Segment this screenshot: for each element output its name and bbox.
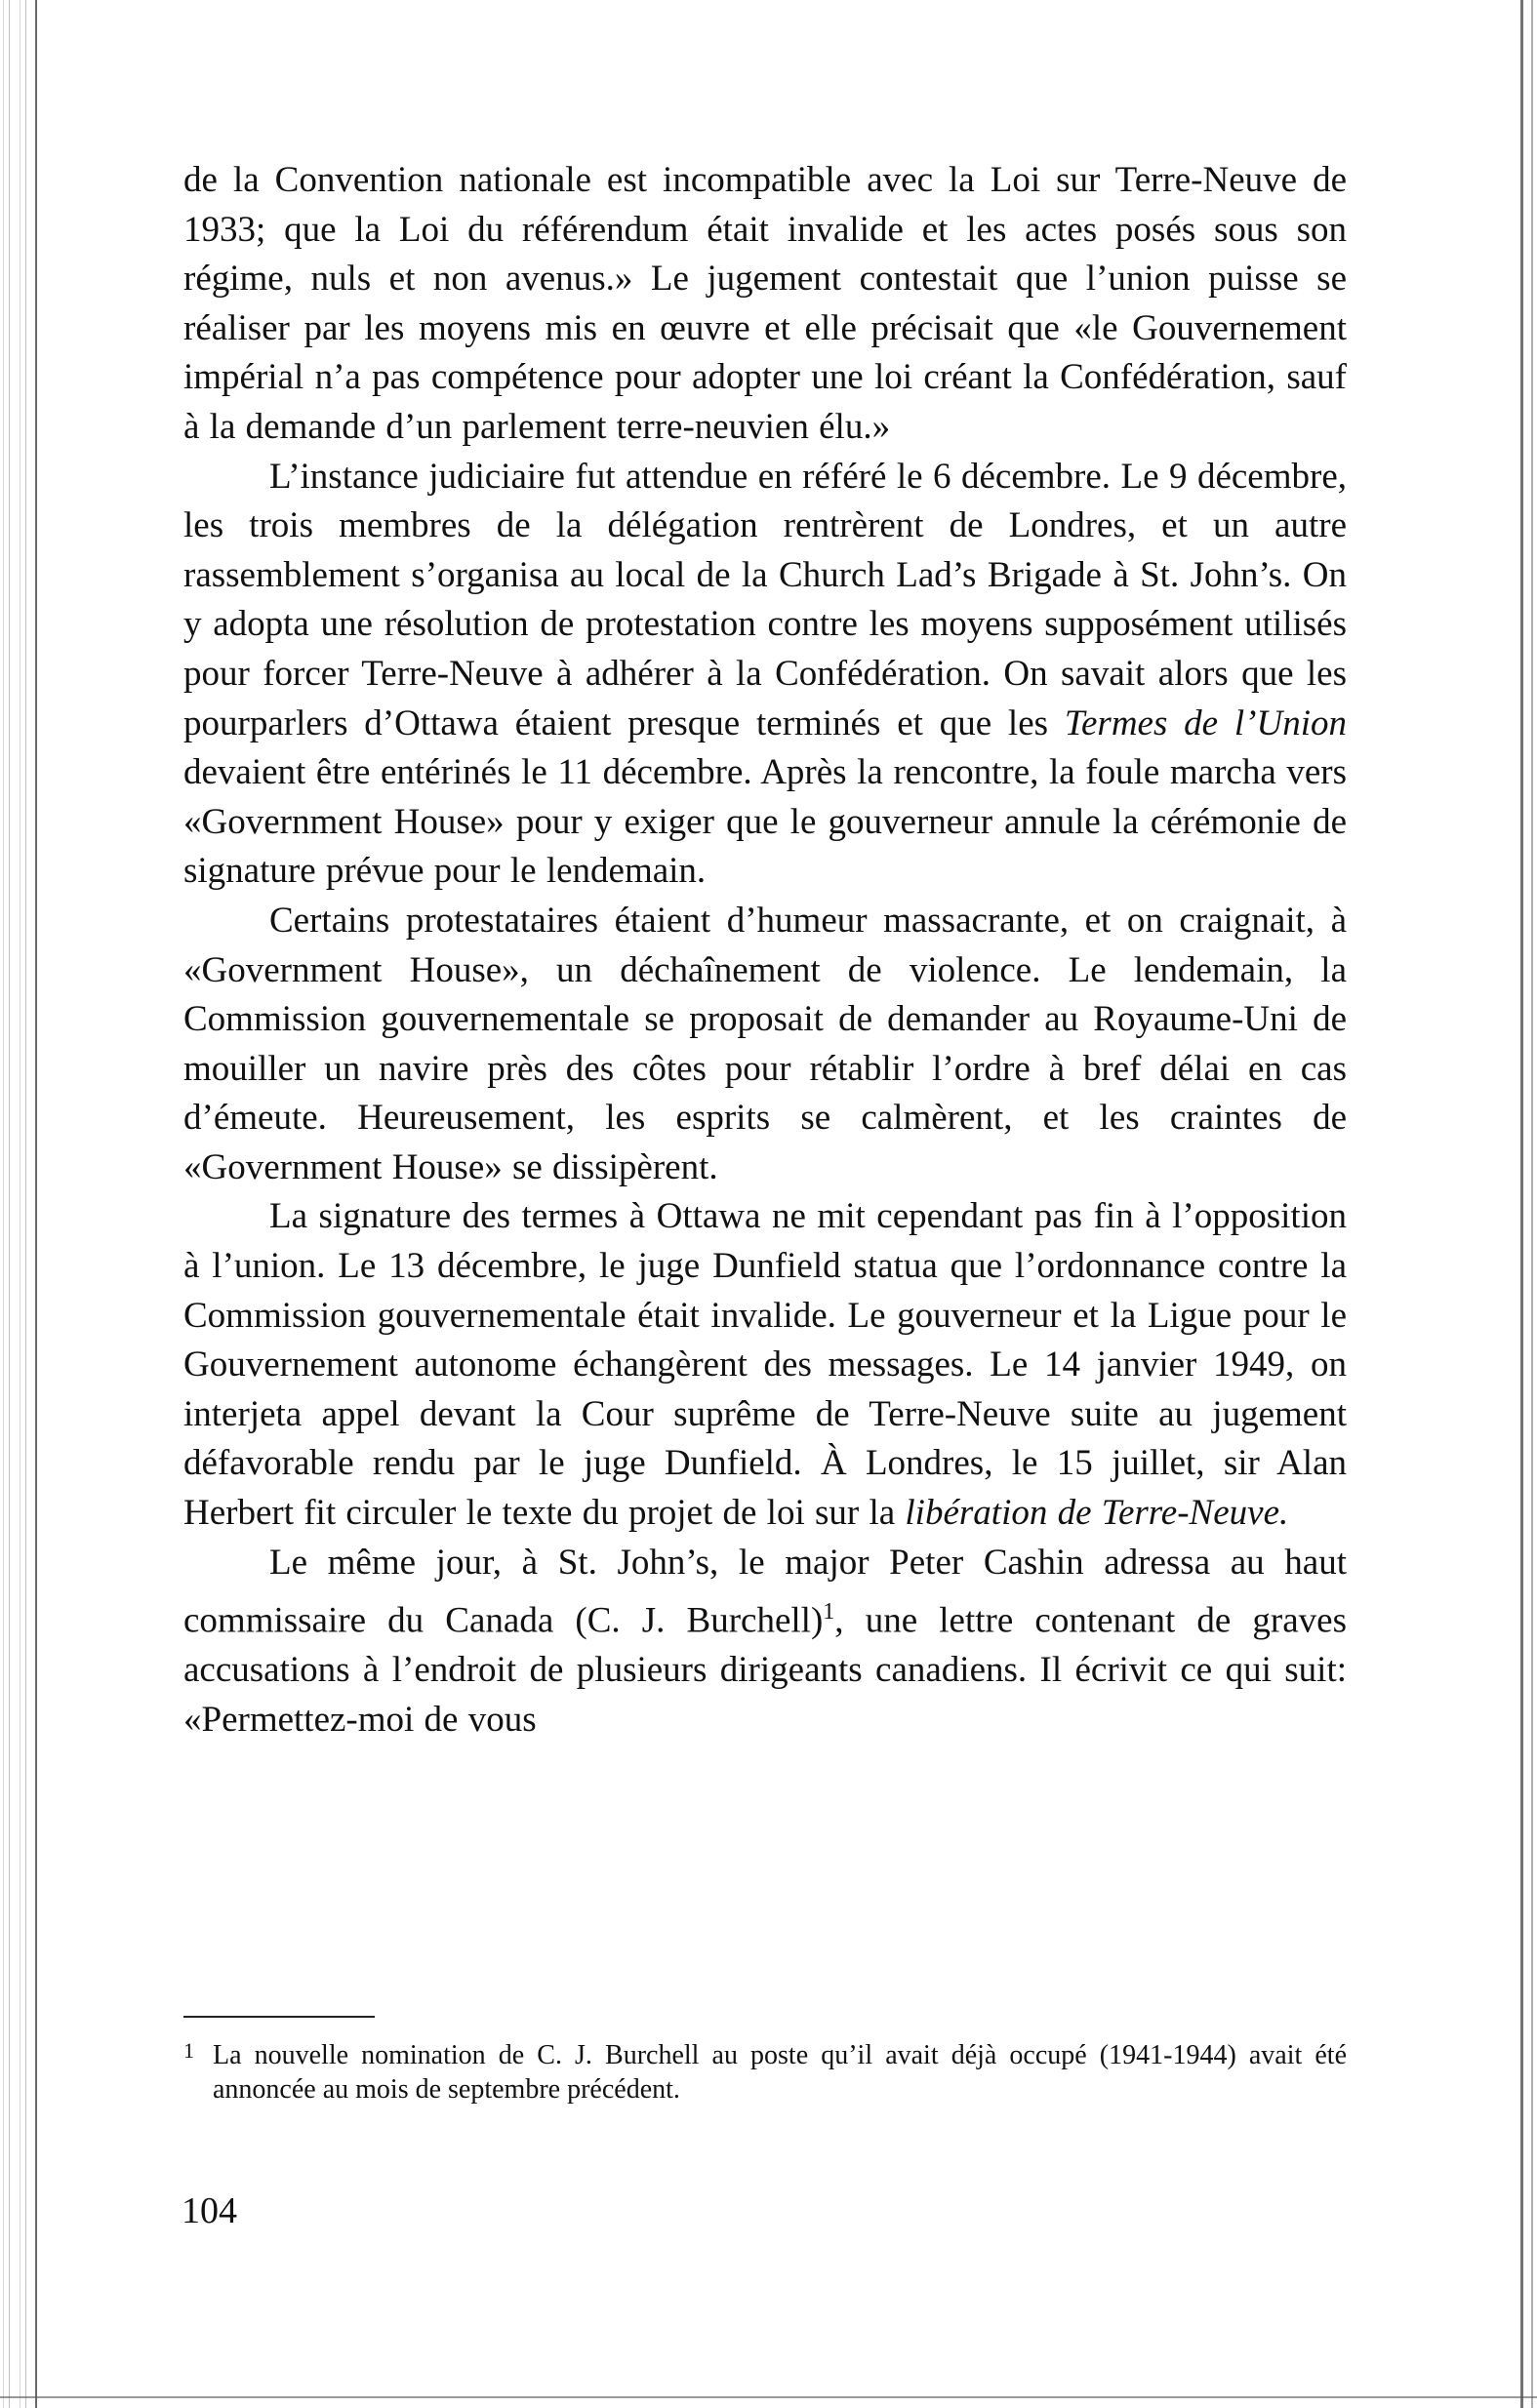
paragraph-3: Certains protestataires étaient d’humeur massacrante, et on craignait, à «Government House», un déchaînement de violence. Le lendemain, la Commission gouvernementale se proposait de demander au Royaume-Uni de mouiller un navire près des côtes pour rétablir l’ordre à bref délai en cas d’émeute. Heureusement, les esprits se calmèrent, et les craintes de «Government House» se dissipèrent. [183, 900, 1347, 1187]
page-number: 104 [182, 2190, 237, 2231]
paragraph-4-text-a: La signature des termes à Ottawa ne mit cependant pas fin à l’opposition à l’union. Le 13 décembre, le juge Dunfield statua que l’ordonnance contre la Commission gouvernementale était invalide. Le gouverneur et la Ligue pour le Gouvernement autonome échangèrent des messages. Le 14 janvier 1949, on interjeta appel devant la Cour suprême de Terre-Neuve suite au jugement défavorable rendu par le juge Dunfield. À Londres, le 15 juillet, sir Alan Herbert fit circuler le texte du projet de loi sur la [183, 1196, 1347, 1534]
scan-edge-left-line [35, 0, 37, 2408]
footnote [183, 2033, 1347, 2107]
footnote-text: La nouvelle nomination de C. J. Burchell au poste qu’il avait déjà occupé (1941-1944) avait été annoncée au mois de septembre précédent. [213, 2040, 1347, 2105]
paragraph-2-text-b: devaient être entérinés le 11 décembre. Après la rencontre, la foule marcha vers «Government House» pour y exiger que le gouverneur annule la cérémonie de signature prévue pour le lendemain. [183, 752, 1347, 892]
paragraph-2 [183, 453, 1347, 897]
paragraph-5-text-b: , une lettre contenant de graves accusations à l’endroit de plusieurs dirigeants canadiens. Il écrivit ce qui suit: «Permettez-moi de vous [183, 1600, 1347, 1740]
paragraph-4-italic: libération de Terre-Neuve. [905, 1493, 1289, 1534]
scan-edge-right [1520, 0, 1523, 2408]
footnote-number: 1 [183, 2038, 194, 2063]
paragraph-2-text-a: L’instance judiciaire fut attendue en référé le 6 décembre. Le 9 décembre, les trois membres de la délégation rentrèrent de Londres, et un autre rassemblement s’organisa au local de la Church Lad’s Brigade à St. John’s. On y adopta une résolution de protestation contre les moyens supposément utilisés pour forcer Terre-Neuve à adhérer à la Confédération. On savait alors que les pourparlers d’Ottawa étaient presque terminés et que les [183, 456, 1347, 743]
scan-edge-right-secondary [1531, 0, 1533, 2408]
footnote-rule [183, 2016, 375, 2018]
paragraph-4 [183, 1192, 1347, 1538]
paragraph-5-text-a: Le même jour, à St. John’s, le major Peter Cashin adressa au haut commissaire du Canada (C. J. Burchell) [183, 1542, 1347, 1641]
paragraph-1: de la Convention nationale est incompatible avec la Loi sur Terre-Neuve de 1933; que la Loi du référendum était invalide et les actes posés sous son régime, nuls et non avenus.» Le jugement contestait que l’union puisse se réaliser par les moyens mis en œuvre et elle précisait que «le Gouvernement impérial n’a pas compétence pour adopter une loi créant la Confédération, sauf à la demande d’un parlement terre-neuvien élu.» [183, 160, 1347, 447]
scan-edge-bottom [0, 2396, 1537, 2398]
footnote-reference: 1 [823, 1599, 835, 1625]
paragraph-5 [183, 1539, 1347, 1746]
paragraph-2-italic: Termes de l’Union [1064, 702, 1347, 743]
page-body [183, 156, 1347, 1745]
